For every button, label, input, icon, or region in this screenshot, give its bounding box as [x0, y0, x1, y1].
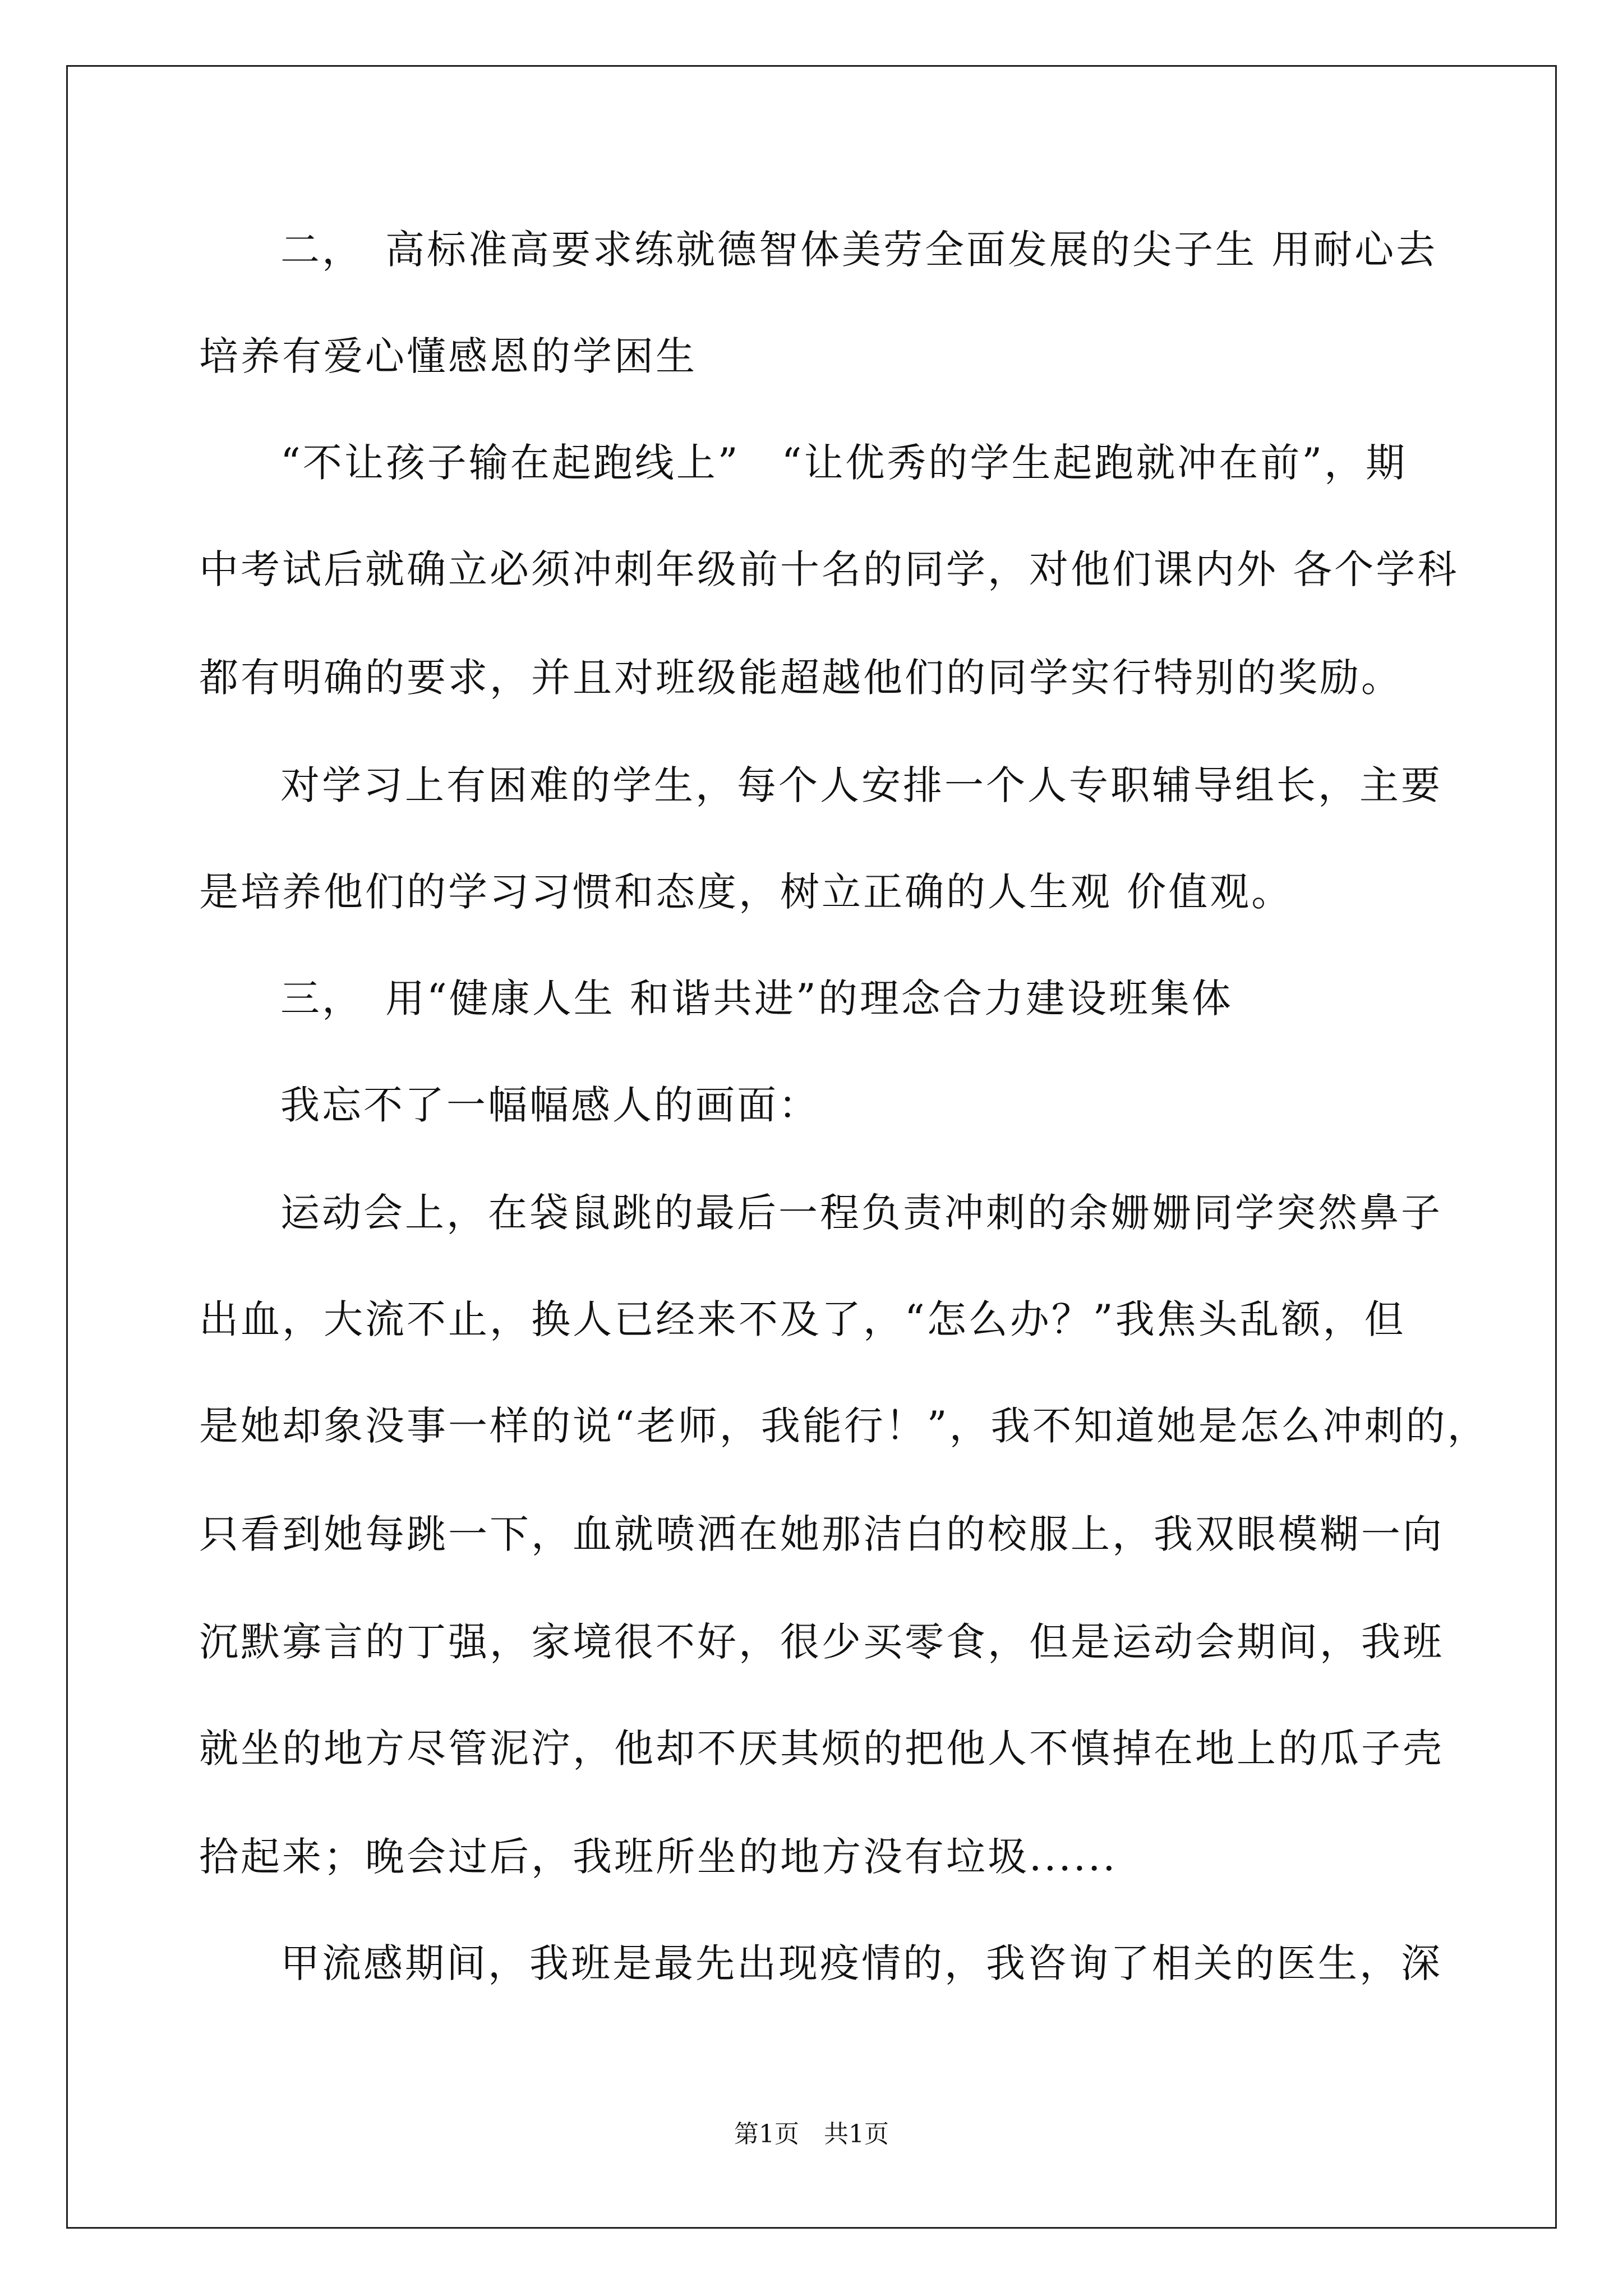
page-footer: 第1页 共1页	[734, 2120, 889, 2148]
page-border	[66, 65, 1557, 2229]
paragraph-flu-line-1: 甲流感期间，我班是最先出现疫情的，我咨询了相关的医生，深	[280, 1940, 1442, 1986]
paragraph-top-students-line-1: “不让孩子输在起跑线上” “让优秀的学生起跑就冲在前”，期	[280, 440, 1408, 486]
paragraph-sports-meet-line-3: 是她却象没事一样的说“老师，我能行！”，我不知道她是怎么冲刺的，	[199, 1403, 1489, 1449]
paragraph-heading-three: 三， 用“健康人生 和谐共进”的理念合力建设班集体	[280, 976, 1233, 1022]
paragraph-top-students-line-2: 中考试后就确立必须冲刺年级前十名的同学，对他们课内外 各个学科	[199, 546, 1459, 592]
paragraph-heading-two-line-1: 二， 高标准高要求练就德智体美劳全面发展的尖子生 用耐心去	[280, 227, 1438, 273]
paragraph-heading-two-line-2: 培养有爱心懂感恩的学困生	[199, 333, 697, 379]
paragraph-sports-meet-line-4: 只看到她每跳一下，血就喷洒在她那洁白的校服上，我双眼模糊一向	[199, 1511, 1444, 1557]
paragraph-sports-meet-line-2: 出血，大流不止，换人已经来不及了，“怎么办？”我焦头乱额，但	[199, 1296, 1406, 1342]
paragraph-sports-meet-line-5: 沉默寡言的丁强，家境很不好，很少买零食，但是运动会期间，我班	[199, 1619, 1444, 1665]
paragraph-sports-meet-line-6: 就坐的地方尽管泥泞，他却不厌其烦的把他人不慎掉在地上的瓜子壳	[199, 1726, 1444, 1772]
paragraph-top-students-line-3: 都有明确的要求，并且对班级能超越他们的同学实行特别的奖励。	[199, 655, 1403, 701]
paragraph-sports-meet-line-1: 运动会上，在袋鼠跳的最后一程负责冲刺的余姗姗同学突然鼻子	[280, 1190, 1442, 1236]
paragraph-sports-meet-line-7: 拾起来；晚会过后，我班所坐的地方没有垃圾......	[199, 1834, 1118, 1880]
paragraph-struggling-line-2: 是培养他们的学习习惯和态度，树立正确的人生观 价值观。	[199, 869, 1293, 915]
paragraph-memories-intro: 我忘不了一幅幅感人的画面：	[280, 1082, 820, 1128]
paragraph-struggling-line-1: 对学习上有困难的学生，每个人安排一个人专职辅导组长，主要	[280, 762, 1442, 808]
